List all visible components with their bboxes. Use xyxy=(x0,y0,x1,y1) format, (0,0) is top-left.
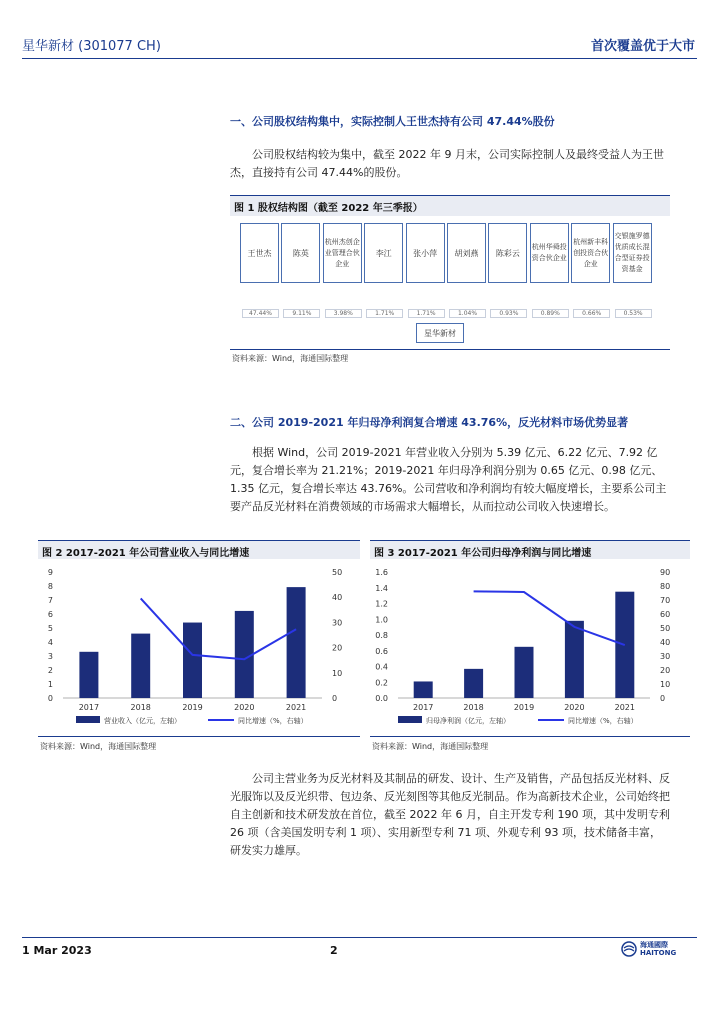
page-number: 2 xyxy=(330,944,338,957)
y-right-tick-label: 40 xyxy=(660,638,671,647)
figure2-bottom-divider xyxy=(38,736,360,737)
bar xyxy=(414,681,433,698)
header-company: 星华新材 (301077 CH) xyxy=(22,39,161,54)
section3-paragraph: 公司主营业务为反光材料及其制品的研发、设计、生产及销售，产品包括反光材料、反光服饰以及反光织带、包边条、反光刻图等其他反光制品。作为高新技术企业，公司始终把自主创新和技术研发放在首位，截至 2022 年 6 月，自主开发专利 190 项，其中发明专利 26 项（含美国发明专利 1 项）、实用新型专利 71 项、外观专利 93 项，技术储备丰富，研发实力雄厚。 xyxy=(230,772,670,857)
legend-bar-label: 归母净利润（亿元，左轴） xyxy=(426,717,510,725)
y-left-tick-label: 1.6 xyxy=(375,568,388,577)
shareholder-pct: 1.71% xyxy=(408,309,445,318)
shareholder-box: 陈英 xyxy=(281,223,320,283)
y-left-tick-label: 9 xyxy=(47,568,53,577)
y-right-tick-label: 10 xyxy=(660,680,671,689)
x-tick-label: 2017 xyxy=(413,703,434,712)
bar xyxy=(131,634,150,698)
y-left-tick-label: 1.2 xyxy=(375,599,388,609)
y-right-tick-label: 50 xyxy=(332,568,343,577)
y-left-tick-label: 0.2 xyxy=(375,678,388,688)
y-left-tick-label: 3 xyxy=(47,652,53,661)
y-right-tick-label: 20 xyxy=(660,666,671,675)
company-box: 星华新材 xyxy=(416,323,464,343)
y-right-tick-label: 0 xyxy=(332,694,338,703)
y-left-tick-label: 1 xyxy=(47,680,53,689)
figure1-bottom-divider xyxy=(230,349,670,350)
shareholder-pct: 1.04% xyxy=(449,309,486,318)
y-left-tick-label: 8 xyxy=(47,582,53,591)
y-left-tick-label: 5 xyxy=(47,624,53,633)
shareholder-box: 王世杰 xyxy=(240,223,279,283)
figure3-source: 资料来源：Wind，海通国际整理 xyxy=(372,742,489,751)
y-right-tick-label: 20 xyxy=(332,643,343,653)
section2-paragraph: 根据 Wind，公司 2019-2021 年营业收入分别为 5.39 亿元、6.22 亿元、7.92 亿元，复合增长率为 21.21%；2019-2021 年归母净利润分别为 0.65 亿元、0.98 亿元、1.35 亿元，复合增长率达 43.76%。公司营收和净利润均有较大幅度增长，主要系公司主要产品反光材料在消费领域的市场需求大幅增长，从而拉动公司收入快速增长。 xyxy=(230,446,667,513)
y-left-tick-label: 0.8 xyxy=(375,631,388,640)
shareholder-pct: 47.44% xyxy=(242,309,279,318)
x-tick-label: 2019 xyxy=(182,703,203,712)
bar xyxy=(287,587,306,698)
shareholder-pct: 9.11% xyxy=(283,309,320,318)
y-right-tick-label: 30 xyxy=(332,618,343,628)
x-tick-label: 2021 xyxy=(614,703,635,712)
net-profit-chart xyxy=(370,560,690,735)
revenue-chart xyxy=(38,560,360,735)
legend-line-label: 同比增速（%，右轴） xyxy=(238,717,308,725)
logo-en: HAITONG xyxy=(640,949,677,957)
legend-bar-swatch xyxy=(398,716,422,723)
y-right-tick-label: 60 xyxy=(660,610,671,619)
y-right-tick-label: 30 xyxy=(660,652,671,661)
y-right-tick-label: 0 xyxy=(660,694,666,703)
y-left-tick-label: 6 xyxy=(47,610,53,619)
shareholder-box: 李江 xyxy=(364,223,403,283)
bar xyxy=(515,647,534,698)
y-right-tick-label: 90 xyxy=(660,568,671,577)
y-right-tick-label: 50 xyxy=(660,624,671,633)
legend-bar-label: 营业收入（亿元，左轴） xyxy=(104,717,181,725)
y-right-tick-label: 80 xyxy=(660,582,671,591)
x-tick-label: 2020 xyxy=(564,703,585,712)
y-left-tick-label: 1.4 xyxy=(375,583,388,593)
figure3-title: 图 3 2017-2021 年公司归母净利润与同比增速 xyxy=(374,548,592,559)
footer-date: 1 Mar 2023 xyxy=(22,944,92,957)
legend-line-label: 同比增速（%，右轴） xyxy=(568,717,638,725)
figure1-source: 资料来源：Wind，海通国际整理 xyxy=(232,354,349,363)
y-left-tick-label: 0.4 xyxy=(375,662,388,672)
x-tick-label: 2021 xyxy=(285,703,307,712)
shareholder-box: 杭州华舜投资合伙企业 xyxy=(530,223,569,283)
figure3-bottom-divider xyxy=(370,736,690,737)
shareholder-box: 陈彩云 xyxy=(488,223,527,283)
y-right-tick-label: 10 xyxy=(332,668,343,678)
bar xyxy=(79,652,98,698)
growth-line xyxy=(474,591,625,645)
legend-bar-swatch xyxy=(76,716,100,723)
haitong-logo-icon xyxy=(621,941,637,957)
x-tick-label: 2017 xyxy=(78,703,100,712)
y-right-tick-label: 70 xyxy=(660,596,671,605)
shareholder-pct: 1.71% xyxy=(366,309,403,318)
x-tick-label: 2020 xyxy=(234,703,255,712)
y-left-tick-label: 7 xyxy=(47,596,53,605)
shareholder-pct: 0.66% xyxy=(573,309,610,318)
figure2-title: 图 2 2017-2021 年公司营业收入与同比增速 xyxy=(42,548,250,559)
shareholder-box: 杭州新丰科创投资合伙企业 xyxy=(571,223,610,283)
shareholder-box: 张小萍 xyxy=(406,223,445,283)
x-tick-label: 2018 xyxy=(130,703,151,712)
y-left-tick-label: 0 xyxy=(47,694,53,703)
header-tagline: 首次覆盖优于大市 xyxy=(590,39,695,54)
haitong-logo xyxy=(621,941,676,957)
y-left-tick-label: 2 xyxy=(47,666,53,675)
y-left-tick-label: 4 xyxy=(47,638,53,647)
figure2-title-bar xyxy=(38,540,360,559)
y-right-tick-label: 40 xyxy=(332,593,343,603)
footer-divider xyxy=(22,937,697,938)
section1-title: 一、公司股权结构集中，实际控制人王世杰持有公司 47.44%股份 xyxy=(230,115,555,128)
shareholder-pct: 0.53% xyxy=(615,309,652,318)
shareholder-pct: 0.93% xyxy=(490,309,527,318)
shareholder-box: 胡刘燕 xyxy=(447,223,486,283)
logo-cn: 海通國際 xyxy=(640,941,668,949)
figure2-source: 资料来源：Wind，海通国际整理 xyxy=(40,742,157,751)
section2-title: 二、公司 2019-2021 年归母净利润复合增速 43.76%，反光材料市场优势显著 xyxy=(230,416,629,429)
header-divider xyxy=(22,58,697,59)
y-left-tick-label: 0.0 xyxy=(375,694,388,703)
section1-paragraph: 公司股权结构较为集中，截至 2022 年 9 月末，公司实际控制人及最终受益人为王世杰，直接持有公司 47.44%的股份。 xyxy=(230,148,664,179)
bar xyxy=(464,669,483,698)
x-tick-label: 2018 xyxy=(463,703,484,712)
shareholder-pct: 0.89% xyxy=(532,309,569,318)
figure1-title-bar xyxy=(230,195,670,216)
shareholder-box: 杭州杰创企业管理合伙企业 xyxy=(323,223,362,283)
figure3-title-bar xyxy=(370,540,690,559)
figure1-title: 图 1 股权结构图（截至 2022 年三季报） xyxy=(234,203,423,214)
bar xyxy=(183,623,202,698)
y-left-tick-label: 1.0 xyxy=(375,615,388,625)
ownership-chart xyxy=(230,215,670,350)
shareholder-box: 交银施罗德优质成长混合型证券投资基金 xyxy=(613,223,652,283)
y-left-tick-label: 0.6 xyxy=(375,646,388,656)
growth-line xyxy=(141,598,296,659)
x-tick-label: 2019 xyxy=(513,703,535,712)
shareholder-pct: 3.98% xyxy=(325,309,362,318)
bar xyxy=(565,621,584,698)
